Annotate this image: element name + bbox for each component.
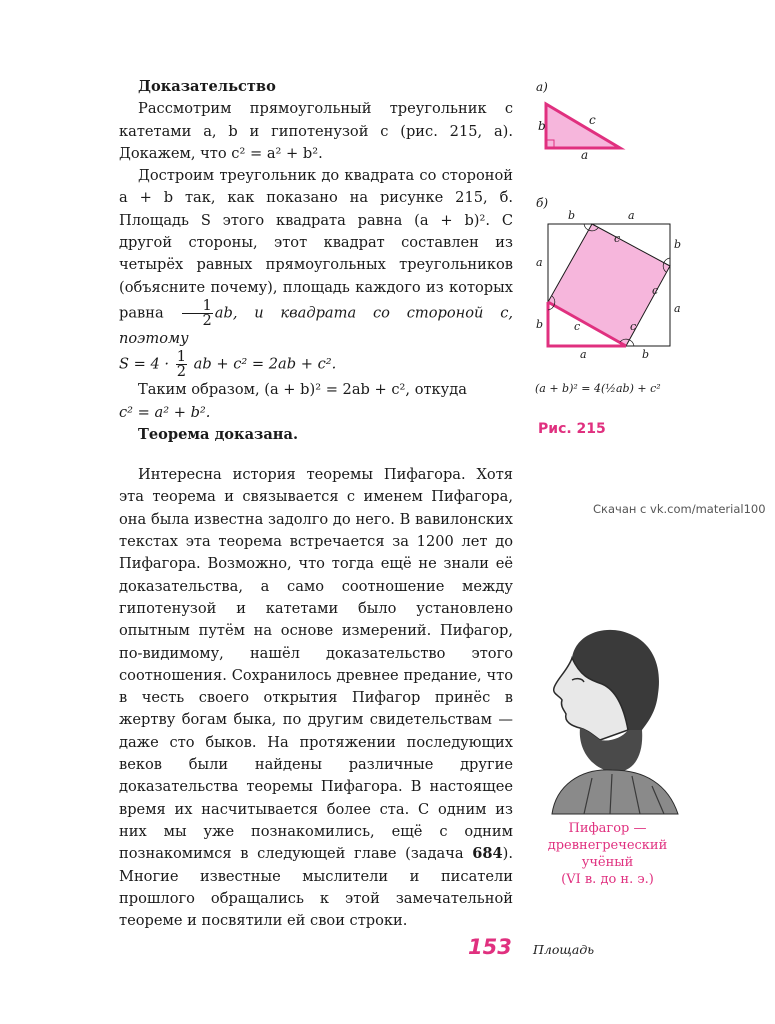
portrait-caption-line-4: (VI в. до н. э.) [561, 872, 654, 887]
watermark: Скачан с vk.com/material100 [593, 502, 766, 516]
formula-area [119, 350, 513, 379]
figure-triangle [538, 98, 630, 162]
label-a-bottom: a [580, 348, 587, 361]
section-title: Площадь [533, 942, 595, 957]
label-a-top: a [628, 209, 635, 222]
formula-pythagoras: c² = a² + b². [119, 403, 211, 421]
label-b-top: b [568, 209, 576, 222]
proof-paragraph-2 [119, 165, 513, 350]
area-equation: (a + b)² = 4(½ab) + c² [535, 382, 661, 395]
proof-conclusion: Теорема доказана. [138, 425, 299, 443]
formula-right: ab + c² = 2ab + c². [193, 355, 337, 373]
portrait-caption-line-2: древнегреческий [547, 838, 668, 853]
history-text-end: ). Многие известные мыслители и писатели прошлого обращались к этой замечательной теореме и посвятили ей свои строки. [119, 845, 513, 930]
label-c-4: c [574, 320, 581, 333]
figure-label-a: а) [536, 80, 548, 94]
portrait-caption-line-1: Пифагор — [568, 821, 647, 836]
proof-paragraph-1: Рассмотрим прямоугольный треугольник с катетами a, b и гипотенузой c (рис. 215, а). Докажем, что c² = a² + b². [119, 100, 513, 162]
history-text: Интересна история теоремы Пифагора. Хотя эта теорема и связывается с именем Пифагора, она была известна задолго до него. В вавилонских текстах эта теорема встречается за 1200 лет до Пифагора. Возможно, что тогда ещё не знали её доказательства, а само соотношение между гипотенузой и катетами было установлено опытным путём на основе измерений. Пифагор, по-видимому, нашёл доказательство этого соотношения. Сохранилось древнее предание, что в честь своего открытия Пифагор принёс в жертву богам быка, по другим свидетельствам — даже сто быков. На протяжении последующих веков были найдены различные другие доказательства теоремы Пифагора. В настоящее время их насчитывается более ста. С одним из них мы уже познакомились, ещё с одним познакомимся в следующей главе (задача [119, 466, 513, 863]
main-text-column [119, 76, 513, 932]
label-b-left: b [536, 318, 544, 331]
figure-square [532, 206, 692, 366]
proof-heading: Доказательство [138, 78, 276, 95]
right-triangle [546, 104, 620, 148]
formula-fraction [176, 350, 187, 379]
formula-fraction-denominator: 2 [176, 363, 187, 381]
proof-paragraph-2-text: Достроим треугольник до квадрата со стороной a + b так, как показано на рисунке 215, б. Площадь S этого квадрата равна (a + b)². С другой стороны, этот квадрат составлен из четырёх равных прямоугольных треугольников (объясните почему), площадь каждого из которых равна [119, 167, 513, 322]
fraction-denominator: 2 [202, 311, 212, 329]
page-number: 153 [468, 935, 512, 959]
figure-label-b: б) [536, 196, 549, 210]
fraction-one-half [182, 296, 212, 329]
proof-paragraph-2-end: ab, и квадрата со стороной c, поэтому [119, 304, 514, 347]
label-c-3: c [630, 320, 637, 333]
label-a: a [581, 148, 589, 162]
label-b-right: b [674, 238, 682, 251]
label-c-1: c [614, 232, 621, 245]
label-a-left: a [536, 256, 543, 269]
label-a-right: a [674, 302, 681, 315]
portrait-pythagoras [532, 618, 682, 814]
portrait-caption-line-3: учёный [581, 855, 634, 870]
formula-left: S = 4 · [119, 355, 170, 373]
portrait-robe [552, 770, 678, 814]
history-paragraph [119, 464, 513, 932]
portrait-caption [525, 820, 690, 888]
task-number: 684 [472, 845, 503, 863]
label-b: b [538, 119, 546, 133]
label-b-bottom: b [642, 348, 650, 361]
formula-fraction-numerator: 1 [176, 348, 187, 366]
label-c-2: c [652, 284, 659, 297]
fraction-numerator: 1 [182, 299, 212, 314]
figure-caption: Рис. 215 [538, 421, 606, 437]
proof-paragraph-3: Таким образом, (a + b)² = 2ab + c², откуда [138, 381, 467, 399]
label-c: c [589, 113, 596, 127]
